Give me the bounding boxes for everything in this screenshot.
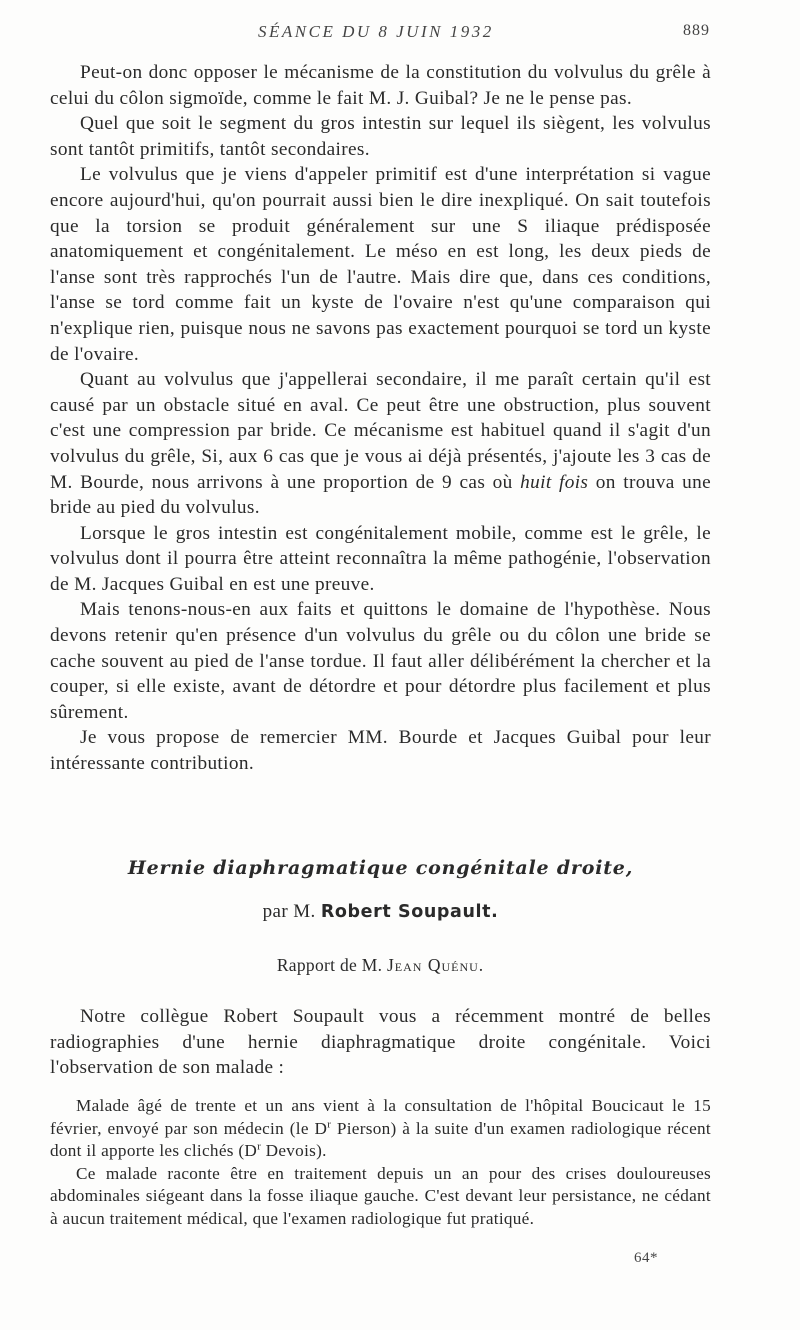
paragraph-text: Devois). xyxy=(261,1141,327,1161)
paragraph: Mais tenons-nous-en aux faits et quittons le domaine de l'hypothèse. Nous devons retenir qu'en présence d'un volvulus du grêle ou du côlon une bride se cache souvent au pied de l'anse tordue. Il faut aller délibérément la chercher et la couper, si elle existe, avant de détordre et pour détordre plus facilement et plus sûrement. xyxy=(50,599,711,723)
paragraph-text: Quant au volvulus que j'appellerai secondaire, il me paraît certain qu'il est causé par un obstacle situé en aval. Ce peut être une obstruction, plus souvent c'est une compression par bride. Ce mécanisme est habituel quand il s'agit d'un volvulus du grêle, Si, aux 6 cas que je vous ai déjà présentés, j'ajoute les 3 cas de M. Bourde, nous arrivons à une proportion de 9 cas où xyxy=(50,369,711,493)
byline-author: Robert Soupault. xyxy=(320,902,499,922)
paragraph: Peut-on donc opposer le mécanisme de la constitution du volvulus du grêle à celui du côlon sigmoïde, comme le fait M. J. Guibal? Je ne le pense pas. xyxy=(50,62,711,109)
paragraph: Ce malade raconte être en traitement depuis un an pour des crises douloureuses abdominales siégeant dans la fosse iliaque gauche. C'est devant leur persistance, ne cédant à aucun traitement médical, que l'examen radiologique fut pratiqué. xyxy=(50,1163,711,1228)
report-line xyxy=(0,955,761,976)
paragraph xyxy=(50,367,711,521)
emphasis-text: huit fois xyxy=(520,471,589,493)
byline-prefix: par M. xyxy=(262,901,316,922)
paragraph: Quel que soit le segment du gros intestin sur lequel ils siègent, les volvulus sont tantôt primitifs, tantôt secondaires. xyxy=(50,113,711,160)
observation-text xyxy=(50,1095,711,1231)
running-header xyxy=(0,20,800,44)
report-author: Jean Quénu. xyxy=(386,955,485,975)
intro-text xyxy=(50,1004,711,1081)
running-title: SÉANCE DU 8 JUIN 1932 xyxy=(258,22,494,41)
section-title: Hernie diaphragmatique congénitale droite, xyxy=(127,857,634,879)
report-prefix: Rapport de M. xyxy=(276,955,383,975)
paragraph-text: Pierson) à la suite d'un examen radiologique récent dont il apporte les clichés (D xyxy=(50,1118,711,1161)
page-number: 889 xyxy=(683,22,710,39)
paragraph: Le volvulus que je viens d'appeler primitif est d'une interprétation si vague encore aujourd'hui, qu'on pourrait aussi bien le dire inexpliqué. On sait toutefois que la torsion se produit généralement sur une S iliaque prédisposée anatomiquement et congénitalement. Le méso en est long, les deux pieds de l'anse sont très rapprochés l'un de l'autre. Mais dire que, dans ces conditions, l'anse se tord comme fait un kyste de l'ovaire n'est qu'une comparaison qui n'explique rien, puisque nous ne savons pas exactement pourquoi se tord un kyste de l'ovaire. xyxy=(50,164,711,365)
paragraph: Notre collègue Robert Soupault vous a récemment montré de belles radiographies d'une hernie diaphragmatique droite congénitale. Voici l'observation de son malade : xyxy=(50,1006,711,1079)
paragraph xyxy=(50,1095,711,1163)
superscript: r xyxy=(327,1117,332,1130)
paragraph-text: Malade âgé de trente et un ans vient à la consultation de l'hôpital Boucicaut le 15 février, envoyé par son médecin (le D xyxy=(50,1096,711,1138)
signature-mark: 64* xyxy=(634,1250,658,1266)
paragraph-text: on trouva une bride au pied du volvulus. xyxy=(50,471,712,519)
superscript: r xyxy=(257,1140,262,1153)
body-text xyxy=(50,60,711,777)
paragraph: Lorsque le gros intestin est congénitalement mobile, comme est le grêle, le volvulus dont il pourra être atteint reconnaîtra la même pathogénie, l'observation de M. Jacques Guibal en est une preuve. xyxy=(50,522,711,595)
byline xyxy=(0,901,761,923)
paragraph: Je vous propose de remercier MM. Bourde et Jacques Guibal pour leur intéressante contribution. xyxy=(50,727,711,775)
